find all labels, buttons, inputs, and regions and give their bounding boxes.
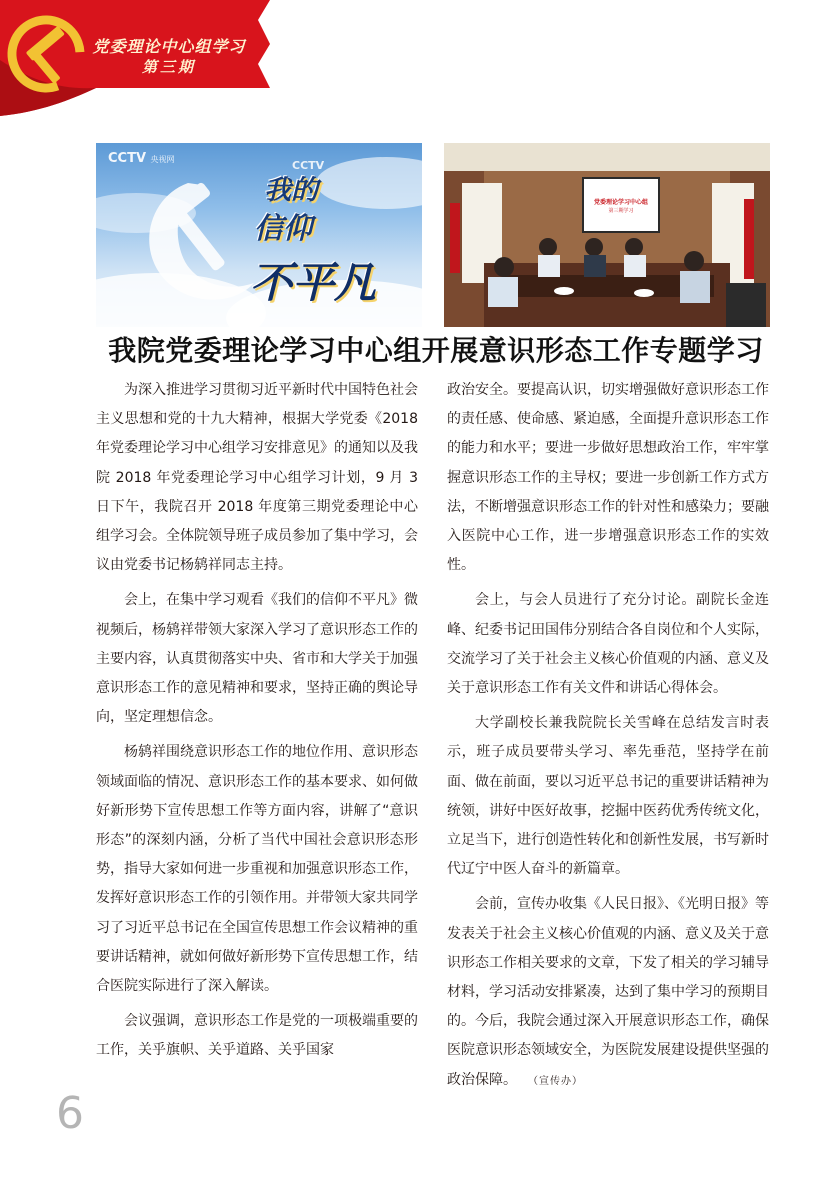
signoff: （宣传办） <box>533 1075 583 1087</box>
article-paragraph: 政治安全。要提高认识，切实增强做好意识形态工作的责任感、使命感、紧迫感，全面提升意识形态工作的能力和水平；要进一步做好思想政治工作，牢牢掌握意识形态工作的主导权；要进一步创新工作方式方法，不断增强意识形态工作的针对性和感染力；要融入医院中心工作，进一步增强意识形态工作的实效性。 <box>447 382 769 574</box>
article-paragraph: 杨鸫祥围绕意识形态工作的地位作用、意识形态领域面临的情况、意识形态工作的基本要求、如何做好新形势下宣传思想工作等方面内容，讲解了“意识形态”的深刻内涵，分析了当代中国社会意识形态形势，指导大家如何进一步重视和加强意识形态工作，发挥好意识形态工作的引领作用。并带领大家共同学习了习近平总书记在全国宣传思想工作会议精神的重要讲话精神，就如何做好新形势下宣传思想工作，结合医院实际进行了深入解读。 <box>96 744 418 995</box>
screen-subtitle: 第三期学习 <box>608 208 634 214</box>
cctv-logo: CCTV 央视网 <box>108 151 175 166</box>
meeting-room-graphic <box>444 143 770 327</box>
article-paragraph: 会上，与会人员进行了充分讨论。副院长金连峰、纪委书记田国伟分别结合各自岗位和个人实际，交流学习了关于社会主义核心价值观的内涵、意义及关于意识形态工作有关文件和讲话心得体会。 <box>447 592 769 697</box>
film-title-line: 我的 <box>264 175 318 206</box>
film-title-line: 不平凡 <box>250 258 377 307</box>
article-column-left <box>96 376 418 1066</box>
screen-title: 党委理论学习中心组 <box>593 199 648 206</box>
article-paragraph: 会上，在集中学习观看《我们的信仰不平凡》微视频后，杨鸫祥带领大家深入学习了意识形态工作的主要内容，认真贯彻落实中央、省市和大学关于加强意识形态工作的意见精神和要求，坚持正确的舆论导向，坚定理想信念。 <box>96 592 418 726</box>
film-poster-photo <box>96 143 422 327</box>
article-paragraph-final <box>447 890 769 1095</box>
cctv-logo-secondary: CCTV <box>292 159 325 172</box>
projection-screen <box>582 177 660 233</box>
article-paragraph: 会前，宣传办收集《人民日报》、《光明日报》等发表关于社会主义核心价值观的内涵、意义及关于意识形态工作相关要求的文章，下发了相关的学习辅导材料，学习活动安排紧凑，达到了集中学习的预期目的。今后，我院会通过深入开展意识形态工作，确保医院意识形态领域安全，为医院发展建设提供坚强的政治保障。 <box>447 896 769 1088</box>
journal-title: 党委理论中心组学习 <box>92 37 246 56</box>
article-column-right <box>447 376 769 1096</box>
article-paragraph: 会议强调，意识形态工作是党的一项极端重要的工作，关乎旗帜、关乎道路、关乎国家 <box>96 1013 418 1059</box>
meeting-photo <box>444 143 770 327</box>
journal-issue: 第三期 <box>141 58 196 76</box>
article-paragraph: 大学副校长兼我院院长关雪峰在总结发言时表示，班子成员要带头学习、率先垂范，坚持学在前面、做在前面，要以习近平总书记的重要讲话精神为统领，讲好中医好故事，挖掘中医药优秀传统文化，立足当下，进行创造性转化和创新性发展，书写新时代辽宁中医人奋斗的新篇章。 <box>447 715 769 878</box>
article-paragraph: 为深入推进学习贯彻习近平新时代中国特色社会主义思想和党的十九大精神，根据大学党委《2018 年党委理论学习中心组学习安排意见》的通知以及我院 2018 年党委理论学习中心组学习计划，9 月 3 日下午，我院召开 2018 年度第三期党委理论中心组学习会。全体院领导班子成员参加了集中学习，会议由党委书记杨鸫祥同志主持。 <box>96 382 418 574</box>
film-title <box>252 168 402 318</box>
film-title-line: 信仰 <box>254 211 313 245</box>
header-banner <box>0 0 270 118</box>
article-title: 我院党委理论学习中心组开展意识形态工作专题学习 <box>108 334 764 367</box>
page-number: 6 <box>56 1088 84 1139</box>
